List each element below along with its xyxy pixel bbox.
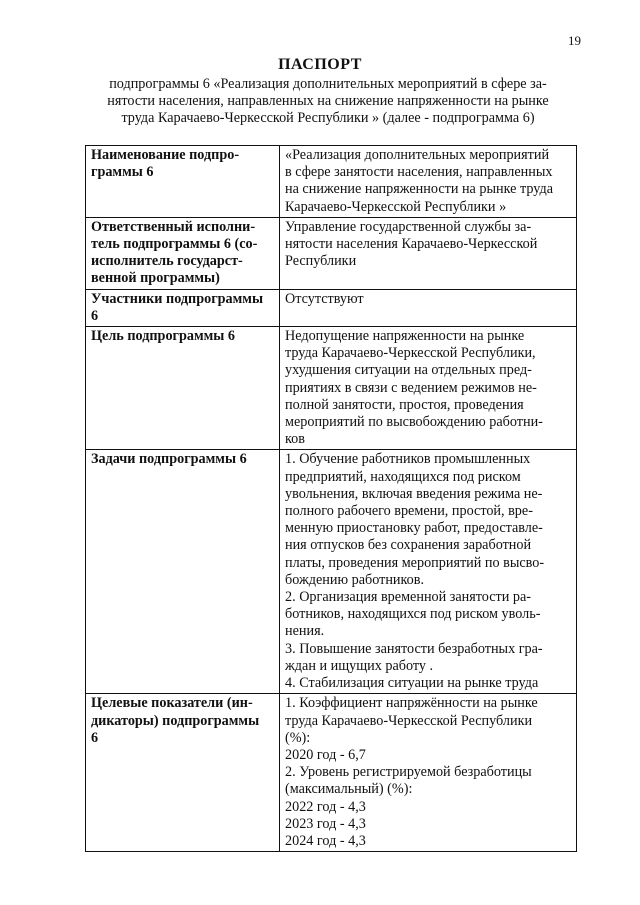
subtitle-line: труда Карачаево-Черкесской Республики » (далее - подпрограмма 6) — [121, 110, 535, 126]
document-title: ПАСПОРТ — [278, 56, 362, 73]
row-value-line: нения. — [285, 623, 325, 640]
row-value-line: ния отпусков без сохранения заработной — [285, 537, 532, 554]
row-value-line: «Реализация дополнительных мероприятий — [285, 147, 550, 163]
row-value-line: Управление государственной службы за- — [285, 218, 532, 235]
row-value-line: Республики — [285, 253, 357, 270]
row-value-line: 2. Организация временной занятости ра- — [285, 589, 532, 606]
row-label-line: Ответственный исполни- — [91, 218, 256, 235]
row-value-line: в сфере занятости населения, направленных — [285, 164, 553, 181]
row-label-line: Цель подпрограммы 6 — [91, 328, 236, 345]
table-row — [86, 217, 577, 289]
row-value-line: приятиях в связи с ведением режимов не- — [285, 379, 537, 396]
row-value-line: 2. Уровень регистрируемой безработицы — [285, 764, 532, 781]
row-label-line: исполнитель государст- — [91, 253, 243, 270]
row-label-cell — [86, 146, 280, 218]
row-label-line: дикаторы) подпрограммы — [91, 712, 260, 729]
row-value-line: труда Карачаево-Черкесской Республики — [285, 712, 533, 729]
row-value-line: нятости населения Карачаево-Черкесской — [285, 236, 538, 253]
row-label-line: Задачи подпрограммы 6 — [91, 451, 247, 468]
row-value-line: платы, проведения мероприятий по высво- — [285, 554, 545, 571]
row-label-line: венной программы) — [91, 270, 220, 287]
passport-table — [85, 145, 577, 852]
row-value-line: 2020 год - 6,7 — [285, 746, 366, 763]
row-label-cell — [86, 327, 280, 450]
table-row — [86, 327, 577, 450]
row-value-line: бождению работников. — [285, 571, 425, 588]
row-value-cell — [280, 327, 577, 450]
row-value-line: 2023 год - 4,3 — [285, 815, 366, 832]
row-value-line: ждан и ищущих работу . — [285, 657, 434, 674]
row-value-line: Недопущение напряженности на рынке — [285, 328, 525, 345]
row-value-line: 1. Коэффициент напряжённости на рынке — [285, 695, 538, 712]
row-label-line: 6 — [91, 729, 99, 746]
row-value-line: полного рабочего времени, простой, вре- — [285, 503, 533, 520]
row-value-cell — [280, 694, 577, 852]
row-label-cell — [86, 450, 280, 694]
row-label-cell — [86, 217, 280, 289]
row-value-line: менную приостановку работ, предоставле- — [285, 520, 543, 537]
table-row — [86, 146, 577, 218]
row-value-line: ков — [285, 431, 305, 448]
row-value-line: 2024 год - 4,3 — [285, 832, 366, 849]
row-value-line: на снижение напряженности на рынке труда — [285, 181, 553, 198]
row-value-line: 4. Стабилизация ситуации на рынке труда — [285, 675, 539, 692]
row-value-line: ухудшения ситуации на отдельных пред- — [285, 362, 532, 379]
row-value-line: (максимальный) (%): — [285, 781, 413, 798]
row-value-cell — [280, 217, 577, 289]
row-label-line: граммы 6 — [91, 164, 154, 181]
row-value-line: Карачаево-Черкесской Республики » — [285, 198, 507, 215]
row-value-line: предприятий, находящихся под риском — [285, 468, 521, 485]
row-value-line: Отсутствуют — [285, 290, 364, 307]
row-value-line: 2022 год - 4,3 — [285, 798, 366, 815]
table-row — [86, 450, 577, 694]
row-value-line: мероприятий по высвобождению работни- — [285, 414, 543, 431]
document-subtitle — [80, 76, 576, 127]
table-row — [86, 289, 577, 326]
row-label-line: тель подпрограммы 6 (со- — [91, 236, 258, 253]
row-value-cell — [280, 146, 577, 218]
row-value-cell — [280, 289, 577, 326]
row-label-line: Участники подпрограммы — [91, 290, 264, 307]
row-value-line: полной занятости, простоя, проведения — [285, 396, 524, 413]
row-value-line: труда Карачаево-Черкесской Республики, — [285, 345, 536, 362]
row-label-cell — [86, 694, 280, 852]
page-number: 19 — [568, 33, 581, 48]
row-value-line: 3. Повышение занятости безработных гра- — [285, 640, 543, 657]
row-value-line: увольнения, включая введения режима не- — [285, 485, 543, 502]
subtitle-line: нятости населения, направленных на снижение напряженности на рынке — [107, 93, 549, 109]
subtitle-line: подпрограммы 6 «Реализация дополнительных мероприятий в сфере за- — [109, 76, 547, 92]
row-label-line: Наименование подпро- — [91, 147, 240, 163]
row-label-line: 6 — [91, 307, 99, 324]
row-label-cell — [86, 289, 280, 326]
row-label-line: Целевые показатели (ин- — [91, 695, 253, 712]
row-value-line: 1. Обучение работников промышленных — [285, 451, 531, 468]
row-value-line: ботников, находящихся под риском уволь- — [285, 606, 541, 623]
table-row — [86, 694, 577, 852]
row-value-line: (%): — [285, 729, 311, 746]
row-value-cell — [280, 450, 577, 694]
